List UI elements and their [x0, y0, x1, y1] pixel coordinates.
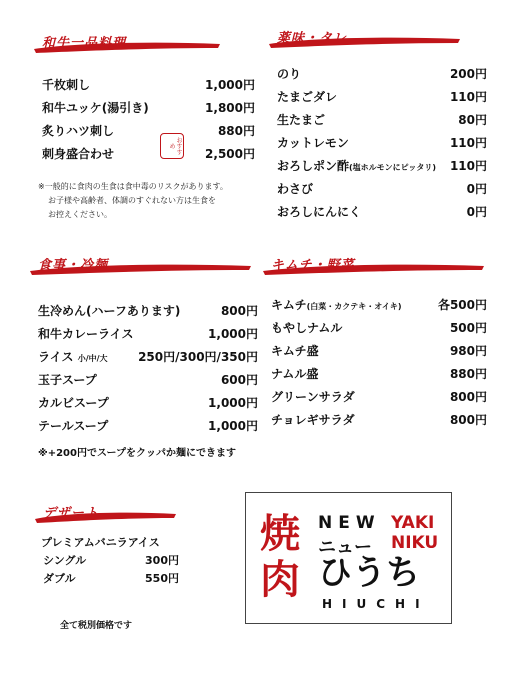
item-name: キムチ盛: [271, 344, 319, 358]
logo-name: ひうち: [318, 553, 420, 593]
section-title: 和牛一品料理: [42, 36, 127, 51]
item-name: のり: [277, 67, 302, 81]
menu-item: [42, 97, 255, 120]
item-name: もやしナムル: [271, 321, 343, 335]
item-name: わさび: [277, 182, 314, 196]
item-name: [277, 155, 436, 179]
item-name: 玉子スープ: [38, 373, 97, 387]
menu-item: [42, 74, 255, 97]
section-yakumi: [277, 25, 487, 224]
item-name: グリーンサラダ: [271, 390, 355, 404]
item-name: おろしにんにく: [277, 205, 362, 219]
menu-item: [271, 386, 487, 409]
item-price: 110円: [449, 90, 487, 104]
menu-item: [38, 369, 258, 392]
item-price: 1,000円: [205, 78, 255, 92]
raw-meat-notice: [38, 180, 255, 222]
notice-line: ※一般的に食肉の生食は食中毒のリスクがあります。: [38, 182, 228, 191]
item-price: 1,000円: [208, 419, 258, 433]
recommend-stamp: おすすめ: [160, 133, 184, 159]
item-name: テールスープ: [38, 419, 109, 433]
menu-item: [38, 392, 258, 415]
logo-yaki: YAKI: [391, 513, 435, 533]
item-name: チョレギサラダ: [271, 413, 355, 427]
menu-item: [38, 415, 258, 438]
tax-note: 全て税別価格です: [60, 621, 133, 631]
menu-item: [277, 155, 487, 178]
menu-item: [42, 143, 255, 166]
item-name: カルビスープ: [38, 396, 109, 410]
item-price: 1,000円: [208, 327, 258, 341]
section-header: [43, 500, 183, 526]
item-name: [38, 346, 108, 370]
restaurant-logo: [245, 492, 452, 624]
item-name: [271, 294, 402, 318]
section-title: 食事・冷麺: [38, 258, 109, 273]
item-price: 500円: [449, 321, 487, 335]
item-name: ダブル: [43, 572, 76, 585]
menu-item: [277, 132, 487, 155]
logo-kanji: 焼肉: [260, 510, 300, 603]
item-price: 各500円: [437, 298, 487, 312]
item-price: 980円: [449, 344, 487, 358]
notice-line: お子様や高齢者、体調のすぐれない方は生食を: [48, 196, 216, 205]
section-washoku: [38, 30, 255, 222]
logo-niku: NIKU: [391, 533, 439, 553]
menu-item: [271, 409, 487, 432]
menu-item: [277, 201, 487, 224]
item-name: 炙りハツ刺し: [42, 124, 115, 138]
menu-item: [38, 323, 258, 346]
item-price: 550円: [145, 572, 179, 585]
menu-item: [277, 178, 487, 201]
item-name: シングル: [43, 554, 87, 567]
logo-romaji: HIUCHI: [322, 597, 430, 611]
item-price: 80円: [458, 113, 487, 127]
menu-item: [277, 109, 487, 132]
item-price: 600円: [220, 373, 258, 387]
item-name: 千枚刺し: [42, 78, 91, 92]
item-price: 1,000円: [208, 396, 258, 410]
item-price: 200円: [449, 67, 487, 81]
logo-new: NEW: [318, 513, 381, 533]
item-name-main: ライス: [38, 350, 74, 364]
item-name-main: おろしポン酢: [277, 159, 350, 173]
dessert-product: プレミアムバニラアイス: [41, 536, 160, 549]
item-name-note: (白菜・カクテキ・オイキ): [306, 302, 402, 311]
item-name-note: (塩ホルモンにピッタリ): [349, 163, 437, 172]
item-price: 300円: [145, 554, 179, 567]
soup-upgrade-note: ※+200円でスープをクッパか麺にできます: [38, 448, 236, 459]
section-shokuji: [38, 252, 258, 459]
menu-item: [43, 552, 183, 570]
menu-item: [42, 120, 255, 143]
item-name: 生たまご: [277, 113, 326, 127]
item-name: 和牛カレーライス: [38, 327, 134, 341]
item-price: 0円: [466, 182, 487, 196]
item-price: 0円: [466, 205, 487, 219]
item-name: カットレモン: [277, 136, 349, 150]
item-price: 2,500円: [205, 147, 255, 161]
menu-item: [277, 63, 487, 86]
section-title: デザート: [43, 506, 100, 521]
menu-item: [271, 363, 487, 386]
item-price: 800円: [449, 390, 487, 404]
item-price: 1,800円: [205, 101, 255, 115]
menu-item: [38, 300, 258, 323]
item-price: 880円: [217, 124, 255, 138]
section-header: [38, 252, 258, 278]
item-name-main: キムチ: [271, 298, 307, 312]
section-kimchi: [271, 252, 487, 432]
item-name: 和牛ユッケ(湯引き): [42, 101, 149, 115]
item-name: ナムル盛: [271, 367, 319, 381]
item-name: 生冷めん(ハーフあります): [38, 304, 181, 318]
menu-item: [271, 317, 487, 340]
menu-item: [38, 346, 258, 369]
notice-line: お控えください。: [48, 210, 112, 219]
section-title: 薬味・タレ: [277, 31, 348, 46]
menu-item: [43, 570, 183, 588]
size-options: 小/中/大: [77, 354, 108, 363]
section-dessert: [43, 500, 183, 588]
section-header: [42, 30, 255, 56]
menu-item: [271, 294, 487, 317]
section-title: キムチ・野菜: [271, 258, 355, 273]
item-name: たまごダレ: [277, 90, 338, 104]
menu-item: [271, 340, 487, 363]
item-price: 800円: [220, 304, 258, 318]
section-header: [271, 252, 487, 278]
item-price: 110円: [449, 159, 487, 173]
item-price: 800円: [449, 413, 487, 427]
item-price: 110円: [449, 136, 487, 150]
section-header: [277, 25, 487, 51]
menu-item: [277, 86, 487, 109]
logo-nyu: ニュー: [318, 537, 372, 558]
item-price: 250円/300円/350円: [138, 350, 258, 364]
item-price: 880円: [449, 367, 487, 381]
item-name: 刺身盛合わせ: [42, 147, 115, 161]
